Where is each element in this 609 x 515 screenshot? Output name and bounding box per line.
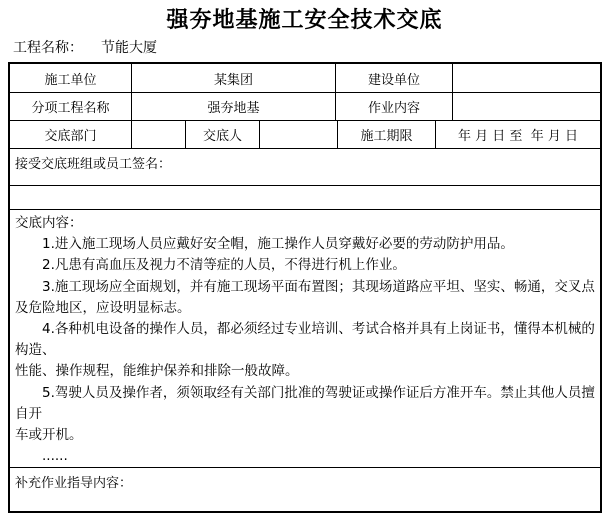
table-row	[10, 121, 600, 149]
disclosure-content-row	[10, 210, 600, 468]
disclosure-content-cell	[10, 210, 600, 467]
content-line: 自开	[15, 405, 42, 422]
content-line: 及危险地区，应设明显标志。	[15, 299, 191, 316]
content-line: 3.施工现场应全面规划，并有施工现场平面布置图；其现场道路应平坦、坚实、畅通，交叉点	[42, 278, 595, 295]
discloser-value	[260, 121, 338, 148]
supplement-row	[10, 468, 600, 511]
content-line: 构造、	[15, 342, 56, 359]
construction-period-label: 施工期限	[338, 121, 436, 148]
content-line: 2.凡患有高血压及视力不清等症的人员，不得进行机上作业。	[42, 257, 406, 274]
disclosure-dept-label: 交底部门	[10, 121, 132, 148]
sub-project-name-value: 强夯地基	[132, 93, 336, 120]
sub-project-name-label: 分项工程名称	[10, 93, 132, 120]
discloser-label: 交底人	[186, 121, 260, 148]
signature-row	[10, 149, 600, 186]
construction-unit-label: 施工单位	[10, 64, 132, 92]
content-line: 1.进入施工现场人员应戴好安全帽，施工操作人员穿戴好必要的劳动防护用品。	[42, 236, 514, 253]
disclosure-dept-value	[132, 121, 186, 148]
disclosure-form-table	[8, 62, 602, 513]
content-line: 性能、操作规程，能维护保养和排除一般故障。	[15, 363, 299, 380]
document-title: 强夯地基施工安全技术交底	[166, 8, 443, 33]
client-unit-label: 建设单位	[336, 64, 453, 92]
content-heading: 交底内容：	[15, 215, 83, 231]
project-name-line	[0, 37, 609, 58]
content-line: 4.各种机电设备的操作人员，都必须经过专业培训、考试合格并具有上岗证书，懂得本机械的	[42, 321, 595, 338]
signature-label: 接受交底班组或员工签名：	[15, 157, 172, 172]
work-content-value	[453, 93, 600, 120]
project-name-value: 节能大厦	[101, 40, 157, 56]
table-row	[10, 93, 600, 121]
project-name-label: 工程名称：	[13, 40, 83, 56]
content-line: ......	[42, 448, 68, 465]
signature-blank-space	[10, 186, 600, 209]
supplement-label: 补充作业指导内容：	[15, 476, 133, 491]
construction-unit-value: 某集团	[132, 64, 336, 92]
construction-period-value: 年 月 日 至 年 月 日	[458, 129, 578, 144]
signature-blank-row	[10, 186, 600, 210]
work-content-label: 作业内容	[336, 93, 453, 120]
content-line: 5.驾驶人员及操作者，须领取经有关部门批准的驾驶证或操作证后方准开车。禁止其他人员擅	[42, 384, 595, 401]
content-line: 车或开机。	[15, 427, 83, 444]
table-row	[10, 64, 600, 93]
client-unit-value	[453, 64, 600, 92]
